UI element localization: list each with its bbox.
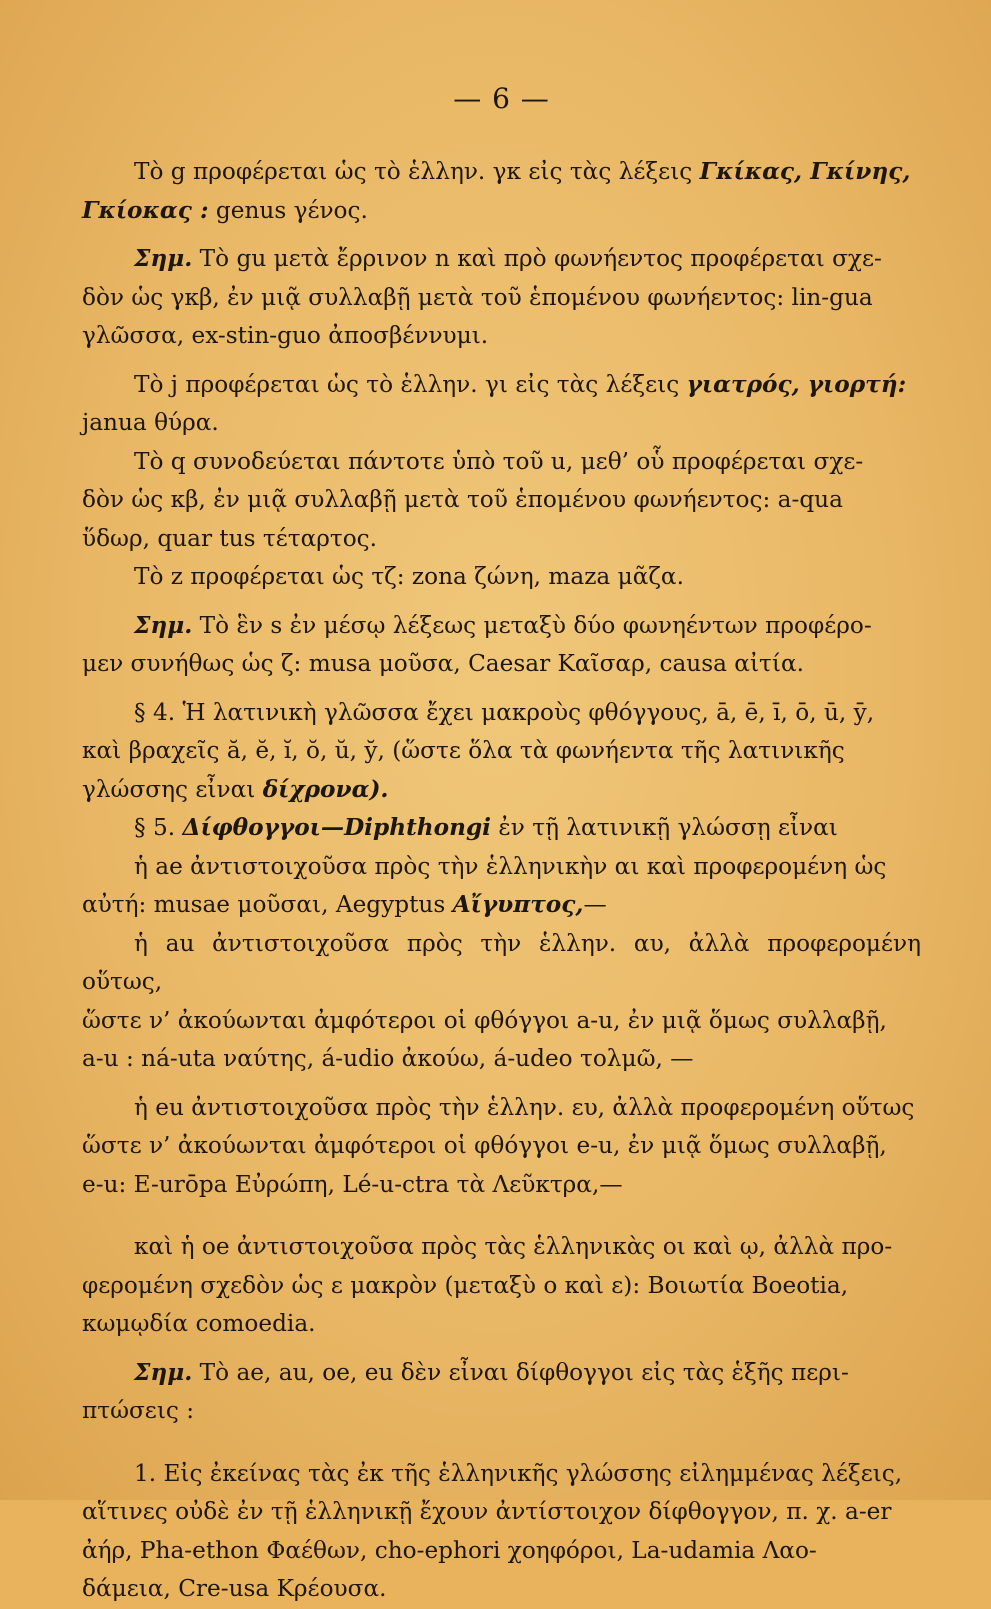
- page-number: — 6 —: [453, 82, 550, 115]
- item-1: [82, 1455, 921, 1609]
- emphasized-text: Γκίοκας :: [82, 196, 209, 224]
- paragraph-g: [82, 153, 921, 230]
- text-run: καὶ βραχεῖς ă, ĕ, ĭ, ŏ, ŭ, y̆, (ὥστε ὅλα τὰ φωνήεντα τῆς λατινικῆς: [82, 737, 845, 764]
- text-run: πτώσεις :: [82, 1397, 195, 1424]
- section-5: [82, 809, 921, 848]
- emphasized-text: Σημ.: [134, 245, 193, 272]
- paragraph-q: [82, 443, 921, 559]
- text-run: Τὸ ae, au, oe, eu δὲν εἶναι δίφθογγοι εἰς τὰς ἑξῆς περι-: [192, 1358, 849, 1386]
- text-run: ὥστε ν’ ἀκούωνται ἀμφότεροι οἱ φθόγγοι e-u, ἐν μιᾷ ὅμως συλλαβῇ,: [82, 1132, 887, 1159]
- text-run: μεν συνήθως ὡς ζ: musa μοῦσα, Caesar Καῖσαρ, causa αἰτία.: [82, 650, 805, 677]
- text-run: e-u: E-urōpa Εὐρώπη, Lé-u-ctra τὰ Λεῦκτρα,—: [82, 1170, 623, 1198]
- text-run: αὐτή: musae μοῦσαι, Aegyptus: [82, 891, 453, 918]
- note-paragraph: [82, 1354, 921, 1431]
- emphasized-text: Σημ.: [134, 611, 193, 639]
- text-run: Τὸ q συνοδεύεται πάντοτε ὑπὸ τοῦ u, μεθ’ οὗ προφέρεται σχε-: [134, 447, 864, 475]
- text-run: Τὸ g προφέρεται ὡς τὸ ἑλλην. γκ εἰς τὰς λέξεις: [134, 158, 700, 185]
- paragraph-ae: [82, 848, 921, 925]
- paragraph-oe: [82, 1228, 921, 1344]
- text-run: γλῶσσα, ex-stin-guo ἀποσβέννυμι.: [82, 322, 489, 349]
- emphasized-text: Αἴγυπτος,: [452, 891, 584, 918]
- text-run: δὸν ὡς γκβ, ἐν μιᾷ συλλαβῇ μετὰ τοῦ ἑπομένου φωνήεντος: lin-gua: [82, 283, 873, 311]
- text-run: ἡ ae ἀντιστοιχοῦσα πρὸς τὴν ἑλληνικὴν αι καὶ προφερομένη ὡς: [134, 852, 887, 880]
- text-run: § 5.: [134, 814, 183, 841]
- text-run: δὸν ὡς κβ, ἐν μιᾷ συλλαβῇ μετὰ τοῦ ἑπομένου φωνήεντος: a-qua: [82, 486, 843, 513]
- text-run: 1. Εἰς ἐκείνας τὰς ἐκ τῆς ἑλληνικῆς γλώσσης εἰλημμένας λέξεις,: [134, 1459, 903, 1487]
- text-run: § 4. Ἡ λατινικὴ γλῶσσα ἔχει μακροὺς φθόγγους, ā, ē, ī, ō, ū, ȳ,: [134, 698, 875, 726]
- paragraph-gu: [82, 240, 921, 356]
- paragraph-j: [82, 366, 921, 443]
- text-run: a-u : ná-uta ναύτης, á-udio ἀκούω, á-udeo τολμῶ, —: [82, 1045, 694, 1072]
- emphasized-text: Σημ.: [134, 1358, 193, 1386]
- text-run: ἀήρ, Pha-ethon Φαέθων, cho-ephori χοηφόροι, La-udamia Λαο-: [82, 1536, 817, 1564]
- text-run: δάμεια, Cre-usa Κρέουσα.: [82, 1575, 387, 1602]
- text-run: ὥστε ν’ ἀκούωνται ἀμφότεροι οἱ φθόγγοι a-u, ἐν μιᾷ ὅμως συλλαβῇ,: [82, 1006, 887, 1034]
- text-run: genus γένος.: [208, 196, 368, 224]
- text-run: αἵτινες οὐδὲ ἐν τῇ ἑλληνικῇ ἔχουν ἀντίστοιχον δίφθογγον, π. χ. a-er: [82, 1498, 892, 1525]
- text-run: janua θύρα.: [82, 409, 219, 436]
- text-run: ἡ au ἀντιστοιχοῦσα πρὸς τὴν ἑλλην. αυ, ἀλλὰ προφερομένη οὕτως,: [82, 929, 921, 995]
- text-run: κωμῳδία comoedia.: [82, 1310, 316, 1337]
- paragraph-au: [82, 925, 921, 1079]
- emphasized-text: Δίφθογγοι—Diphthongi: [182, 814, 491, 841]
- text-run: Τὸ z προφέρεται ὡς τζ: zona ζώνη, maza μᾶζα.: [134, 563, 684, 590]
- emphasized-text: δίχρονα).: [262, 775, 389, 803]
- text-run: —: [583, 891, 607, 918]
- text-run: ἐν τῇ λατινικῇ γλώσσῃ εἶναι: [490, 814, 838, 841]
- text-run: γλώσσης εἶναι: [82, 775, 263, 803]
- paragraph-z: [82, 558, 921, 597]
- text-run: ὕδωρ, quar tus τέταρτος.: [82, 524, 378, 552]
- emphasized-text: Γκίκας, Γκίνης,: [699, 158, 911, 185]
- text-run: Τὸ ἓν s ἐν μέσῳ λέξεως μεταξὺ δύο φωνηέντων προφέρο-: [192, 611, 872, 639]
- text-run: ἡ eu ἀντιστοιχοῦσα πρὸς τὴν ἑλλην. ευ, ἀλλὰ προφερομένη οὕτως: [134, 1093, 915, 1121]
- section-4: [82, 694, 921, 810]
- text-run: καὶ ἡ oe ἀντιστοιχοῦσα πρὸς τὰς ἑλληνικὰς οι καὶ ῳ, ἀλλὰ προ-: [134, 1233, 893, 1260]
- text-run: Τὸ gu μετὰ ἔρρινον n καὶ πρὸ φωνήεντος προφέρεται σχε-: [192, 245, 882, 272]
- emphasized-text: γιατρός, γιορτή:: [686, 370, 907, 398]
- paragraph-s: [82, 607, 921, 684]
- text-run: Τὸ j προφέρεται ὡς τὸ ἑλλην. γι εἰς τὰς λέξεις: [134, 370, 687, 398]
- text-run: φερομένη σχεδὸν ὡς ε μακρὸν (μεταξὺ ο καὶ ε): Βοιωτία Boeotia,: [82, 1271, 849, 1299]
- paragraph-eu: [82, 1089, 921, 1205]
